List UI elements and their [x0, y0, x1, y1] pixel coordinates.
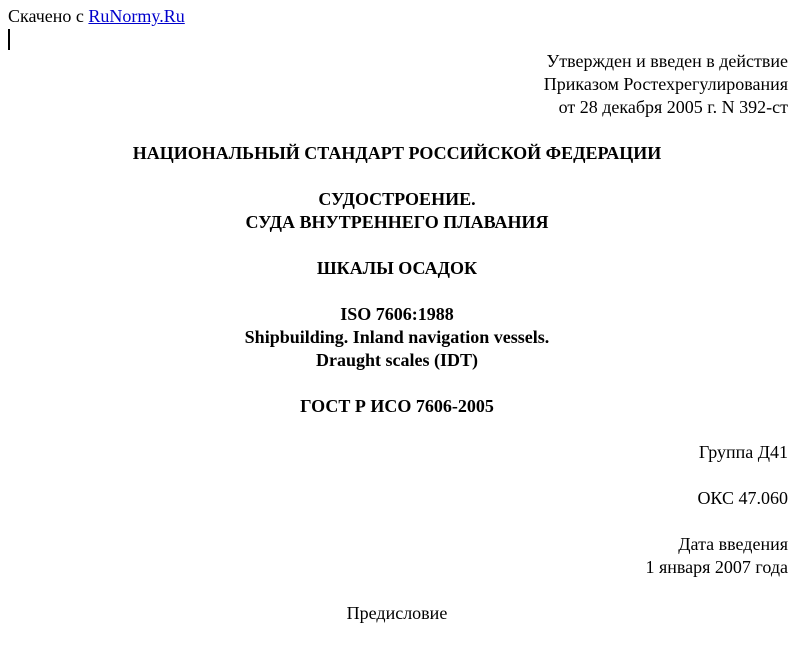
foreword-heading: Предисловие	[346, 603, 448, 623]
title-line-2: СУДА ВНУТРЕННЕГО ПЛАВАНИЯ	[245, 212, 549, 232]
group-code: Группа Д41	[698, 442, 788, 462]
iso-title-line-2: Draught scales (IDT)	[316, 350, 478, 370]
intro-date-label: Дата введения	[678, 534, 788, 554]
oks-code: ОКС 47.060	[697, 488, 788, 508]
subject-title: ШКАЛЫ ОСАДОК	[316, 258, 478, 278]
text-cursor	[8, 29, 10, 50]
national-standard-heading: НАЦИОНАЛЬНЫЙ СТАНДАРТ РОССИЙСКОЙ ФЕДЕРАЦИИ	[132, 143, 662, 163]
gost-designation: ГОСТ Р ИСО 7606-2005	[300, 396, 494, 416]
iso-title-line-1: Shipbuilding. Inland navigation vessels.	[244, 327, 550, 347]
title-line-1: СУДОСТРОЕНИЕ.	[318, 189, 476, 209]
site-link[interactable]: RuNormy.Ru	[88, 6, 185, 26]
intro-date-value: 1 января 2007 года	[645, 557, 788, 577]
approval-line-2: Приказом Ростехрегулирования	[543, 74, 788, 94]
download-prefix: Скачено с	[8, 6, 89, 26]
iso-code: ISO 7606:1988	[340, 304, 454, 324]
approval-line-1: Утвержден и введен в действие	[546, 51, 788, 71]
approval-line-3: от 28 декабря 2005 г. N 392-ст	[558, 97, 788, 117]
download-source-line	[8, 5, 185, 28]
